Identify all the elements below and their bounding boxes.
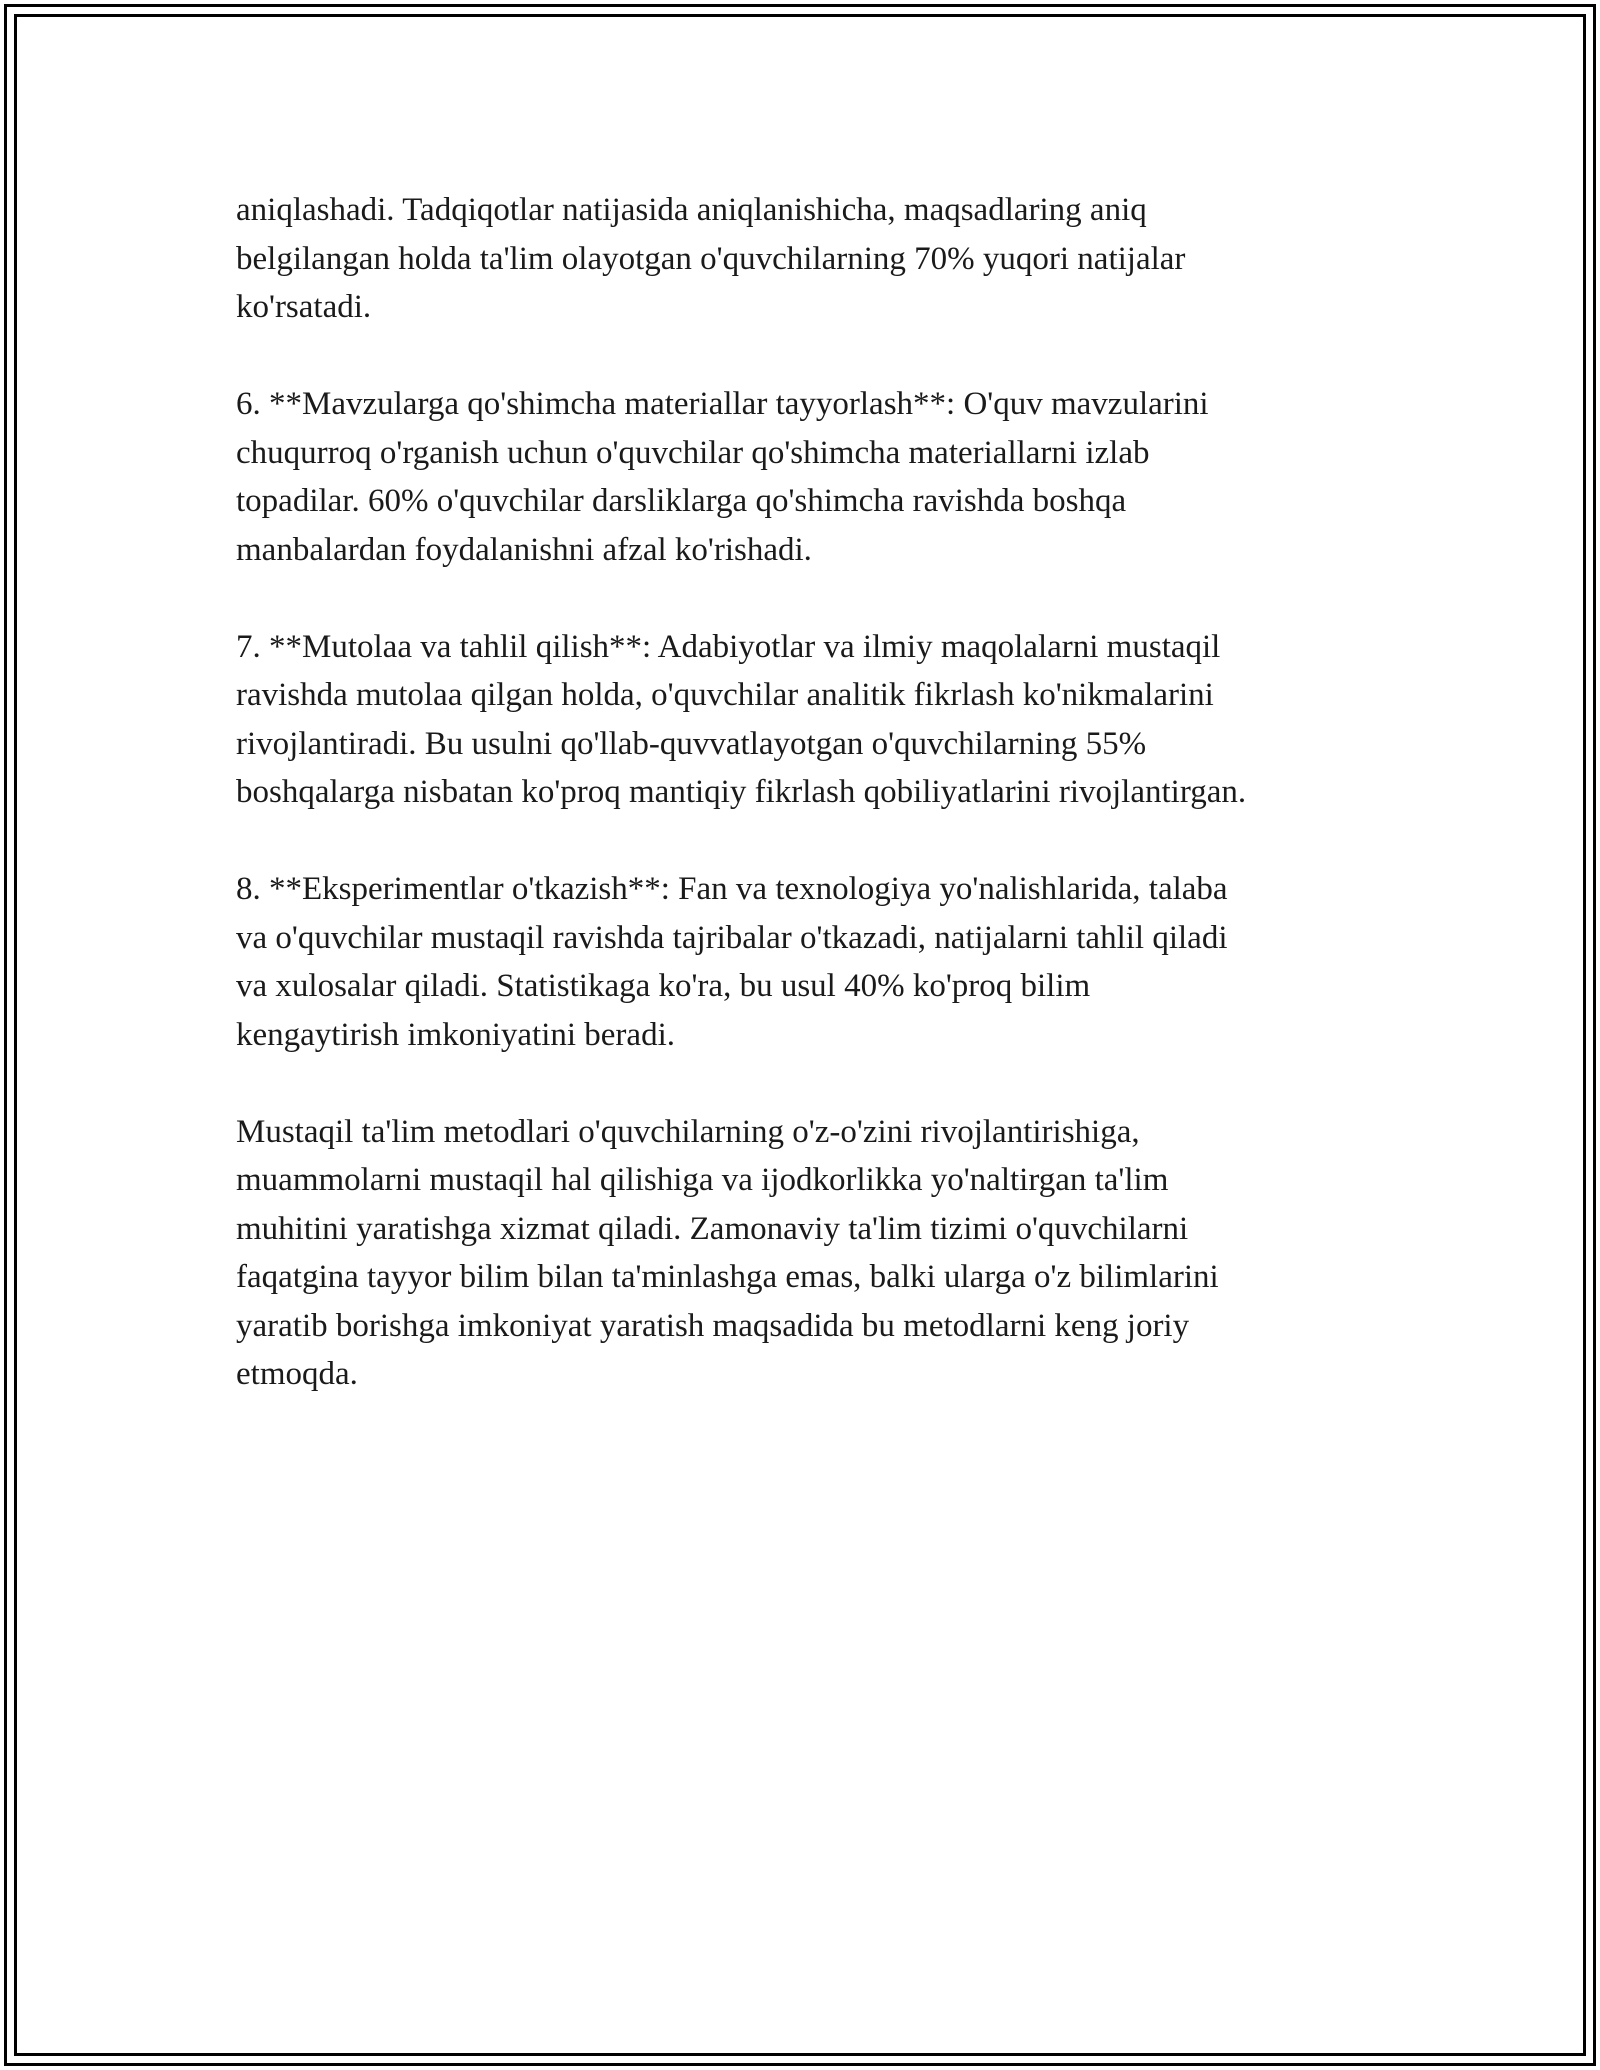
document-body — [236, 186, 1386, 1447]
paragraph-conclusion: Mustaqil ta'lim metodlari o'quvchilarning o'z-o'zini rivojlantirishiga, muammolarni mustaqil hal qilishiga va ijodkorlikka yo'naltirgan ta'lim muhitini yaratishga xizmat qiladi. Zamonaviy ta'lim tizimi o'quvchilarni faqatgina tayyor bilim bilan ta'minlashga emas, balki ularga o'z bilimlarini yaratib borishga imkoniyat yaratish maqsadida bu metodlarni keng joriy etmoqda. — [236, 1113, 1219, 1392]
paragraph-item-8: 8. **Eksperimentlar o'tkazish**: Fan va texnologiya yo'nalishlarida, talaba va o'quvchilar mustaqil ravishda tajribalar o'tkazadi, natijalarni tahlil qiladi va xulosalar qiladi. Statistikaga ko'ra, bu usul 40% ko'proq bilim kengaytirish imkoniyatini beradi. — [236, 871, 1228, 1053]
paragraph-item-6: 6. **Mavzularga qo'shimcha materiallar tayyorlash**: O'quv mavzularini chuqurroq o'rganish uchun o'quvchilar qo'shimcha materiallarni izlab topadilar. 60% o'quvchilar darsliklarga qo'shimcha ravishda boshqa manbalardan foydalanishni afzal ko'rishadi. — [236, 386, 1209, 568]
paragraph-item-7: 7. **Mutolaa va tahlil qilish**: Adabiyotlar va ilmiy maqolalarni mustaqil ravishda mutolaa qilgan holda, o'quvchilar analitik fikrlash ko'nikmalarini rivojlantiradi. Bu usulni qo'llab-quvvatlayotgan o'quvchilarning 55% boshqalarga nisbatan ko'proq mantiqiy fikrlash qobiliyatlarini rivojlantirgan. — [236, 628, 1247, 810]
paragraph-intro-continuation: aniqlashadi. Tadqiqotlar natijasida aniqlanishicha, maqsadlaring aniq belgilangan holda ta'lim olayotgan o'quvchilarning 70% yuqori natijalar ko'rsatadi. — [236, 192, 1186, 325]
